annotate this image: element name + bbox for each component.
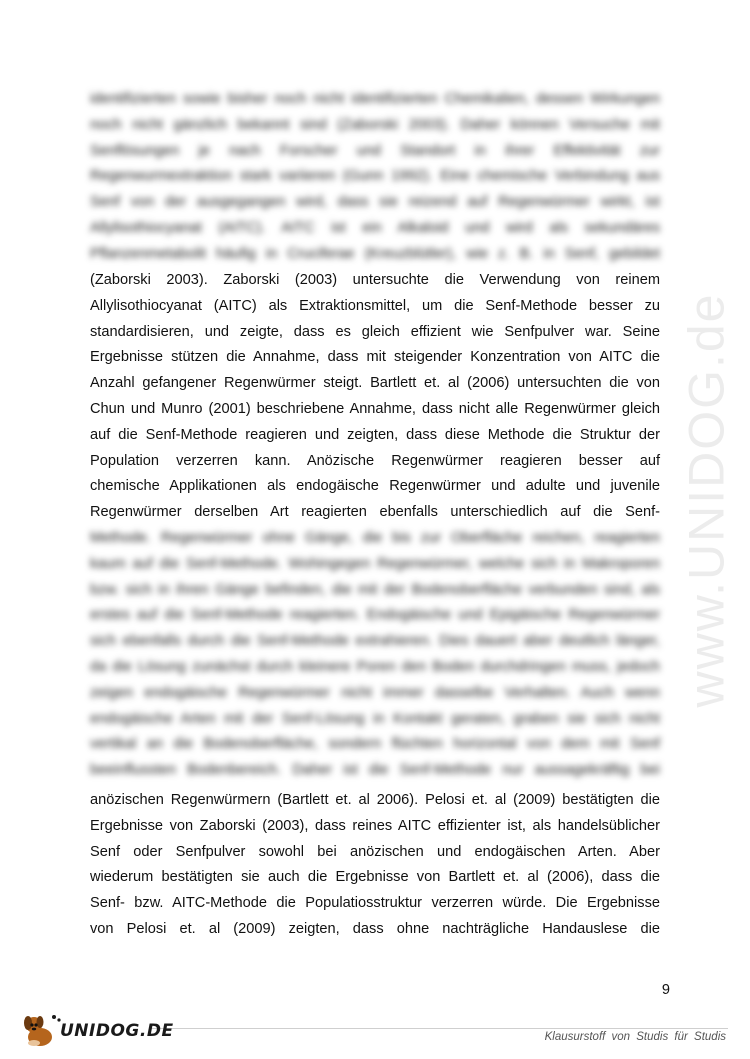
text-line: Chun und Munro (2001) beschriebene Annahme, dass nicht alle Regenwürmer gleich	[90, 400, 660, 417]
text-line: Regenwürmer derselben Art reagierten ebenfalls unterschiedlich auf die Senf-	[90, 504, 660, 521]
text-line: endogäische Arten mit der Senf-Lösung in Kontakt geraten, graben sie sich nicht	[90, 710, 660, 727]
text-line: Population verzerren kann. Anözische Regenwürmer reagieren besser auf	[90, 452, 660, 469]
text-line: erstes auf die Senf-Methode reagierten. Endogäische und Epigäische Regenwürmer	[90, 607, 660, 624]
paragraph-visible-middle	[90, 268, 660, 526]
text-line: wiederum bestätigten sie auch die Ergebnisse von Bartlett et. al (2006), dass die	[90, 869, 660, 886]
text-line: Allylisothiocyanat (AITC). AITC ist ein Alkaloid und wird als sekundäres	[90, 219, 660, 236]
page-number: 9	[661, 982, 670, 998]
text-line: anözischen Regenwürmern (Bartlett et. al 2006). Pelosi et. al (2009) bestätigten die	[90, 792, 660, 808]
footer-tagline: Klausurstoff von Studis für Studis	[544, 1031, 726, 1043]
dog-icon	[22, 1013, 62, 1049]
watermark-text: www.UNIDOG.de	[678, 292, 734, 708]
text-line: standardisieren, und zeigte, dass es gleich effizient wie Senfpulver war. Seine	[90, 323, 660, 340]
text-line: Ergebnisse von Zaborski (2003), dass reines AITC effizienter ist, als handelsüblicher	[90, 817, 660, 834]
text-line: Allylisothiocyanat (AITC) als Extraktionsmittel, um die Senf-Methode besser zu	[90, 297, 660, 314]
blurred-paragraph-top	[90, 87, 660, 268]
text-line: noch nicht gänzlich bekannt sind (Zaborski 2003). Daher können Versuche mit	[90, 116, 660, 133]
text-line: identifizierten sowie bisher noch nicht identifizierten Chemikalien, dessen Wirkungen	[90, 91, 660, 107]
text-line: auf die Senf-Methode reagieren und zeigten, dass diese Methode die Struktur der	[90, 426, 660, 443]
text-line: Methode. Regenwürmer ohne Gänge, die bis zur Oberfläche reichen, reagierten	[90, 530, 660, 546]
unidog-logo	[22, 1013, 174, 1049]
watermark	[676, 260, 736, 740]
text-line: Senf- bzw. AITC-Methode die Populatiosstruktur verzerren würde. Die Ergebnisse	[90, 895, 660, 912]
text-line: von Pelosi et. al (2009) zeigten, dass ohne nachträgliche Handauslese die	[90, 920, 660, 937]
text-line: sich ebenfalls durch die Senf-Methode extrahieren. Dies dauert aber deutlich länger,	[90, 633, 660, 650]
text-line: vertikal an die Bodenoberfläche, sondern flüchten horizontal von dem mit Senf	[90, 736, 660, 753]
text-line: Pflanzenmetabolit häufig in Cruciferae (Kreuzblütler), wie z. B. in Senf, gebildet	[90, 245, 660, 262]
text-line: Senflösungen je nach Forscher und Standort in ihrer Effektivität zur	[90, 142, 660, 159]
logo-text: UNIDOG.DE	[60, 1021, 174, 1041]
text-line: beeinflussten Bodenbereich. Daher ist die Senf-Methode nur aussagekräftig bei	[90, 762, 660, 779]
paragraph-visible-bottom	[90, 788, 660, 943]
text-line: (Zaborski 2003). Zaborski (2003) untersuchte die Verwendung von reinem	[90, 272, 660, 288]
text-line: chemische Applikationen als endogäische Regenwürmer und adulte und juvenile	[90, 478, 660, 495]
text-line: kaum auf die Senf-Methode. Wohingegen Regenwürmer, welche sich in Makroporen	[90, 555, 660, 572]
blurred-paragraph-middle	[90, 526, 660, 784]
text-line: Ergebnisse stützen die Annahme, dass mit steigender Konzentration von AITC die	[90, 349, 660, 366]
text-line: Senf von der ausgegangen wird, dass sie reizend auf Regenwürmer wirkt, ist	[90, 194, 660, 211]
footer-divider	[150, 1028, 728, 1029]
text-line: zeigen endogäische Regenwürmer nicht immer dasselbe Verhalten. Auch wenn	[90, 684, 660, 701]
text-line: bzw. sich in ihren Gänge befinden, die mit der Bodenoberfläche verbunden sind, als	[90, 581, 660, 598]
text-line: Regenwurmextraktion stark variieren (Gunn 1992). Eine chemische Verbindung aus	[90, 168, 660, 185]
text-line: Anzahl gefangener Regenwürmer steigt. Bartlett et. al (2006) untersuchten die von	[90, 375, 660, 392]
text-line: Senf oder Senfpulver sowohl bei anözischen und endogäischen Arten. Aber	[90, 843, 660, 860]
text-line: da die Lösung zunächst durch kleinere Poren den Boden durchdringen muss, jedoch	[90, 658, 660, 675]
